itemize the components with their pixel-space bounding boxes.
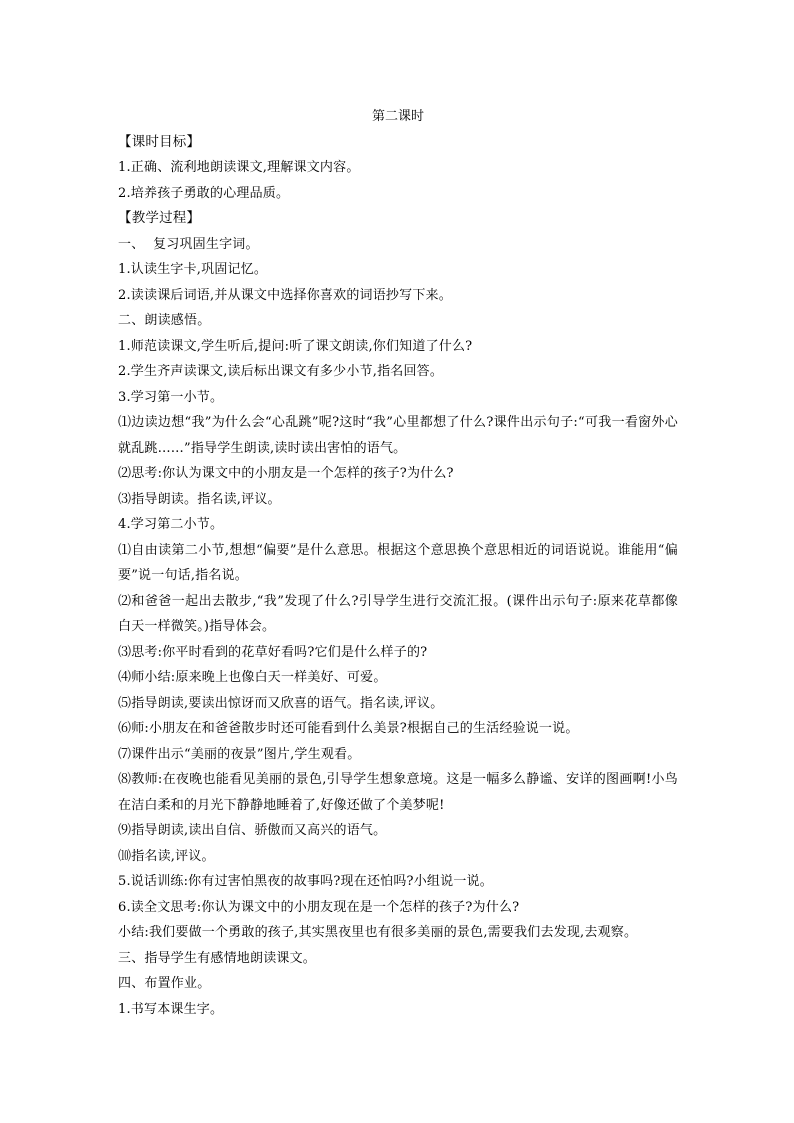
paragraph: 5.说话训练:你有过害怕黑夜的故事吗?现在还怕吗?小组说一说。 <box>118 874 493 889</box>
paragraph: 6.读全文思考:你认为课文中的小朋友现在是一个怎样的孩子?为什么? <box>118 899 520 915</box>
paragraph: ⑵思考:你认为课文中的小朋友是一个怎样的孩子?为什么? <box>118 466 454 481</box>
paragraph: 1.认读生字卡,巩固记忆。 <box>118 262 268 277</box>
paragraph: ⑻教师:在夜晚也能看见美丽的景色,引导学生想象意境。这是一幅多么静谧、安详的图画啊!小鸟在洁白柔和的月光下静静地睡着了,好像还做了个美梦呢! <box>118 772 678 813</box>
paragraph: 3.学习第一小节。 <box>118 389 224 405</box>
paragraph: 二、朗读感悟。 <box>118 313 211 328</box>
paragraph: 2.读读课后词语,并从课文中选择你喜欢的词语抄写下来。 <box>118 287 452 303</box>
paragraph: 2.培养孩子勇敢的心理品质。 <box>118 185 290 201</box>
paragraph: 4.学习第二小节。 <box>118 517 224 532</box>
paragraph: ⑼指导朗读,读出自信、骄傲而又高兴的语气。 <box>118 823 387 838</box>
paragraph: 1.师范读课文,学生听后,提问:听了课文朗读,你们知道了什么? <box>118 338 473 354</box>
paragraph: 三、指导学生有感情地朗读课文。 <box>118 950 317 966</box>
paragraph: ⑶思考:你平时看到的花草好看吗?它们是什么样子的? <box>118 644 428 660</box>
paragraph: 1.书写本课生字。 <box>118 1001 224 1017</box>
paragraph: ⑺课件出示“美丽的夜景”图片,学生观看。 <box>118 746 361 762</box>
section-heading-process: 【教学过程】 <box>118 210 201 226</box>
section-heading-objectives: 【课时目标】 <box>118 133 201 150</box>
paragraph: ⑹师:小朋友在和爸爸散步时还可能看到什么美景?根据自己的生活经验说一说。 <box>118 721 579 736</box>
paragraph: ⑽指名读,评议。 <box>118 848 215 864</box>
page-title: 第二课时 <box>371 109 424 124</box>
paragraph: ⑴自由读第二小节,想想“偏要”是什么意思。根据这个意思换个意思相近的词语说说。谁能用“偏要”说一句话,指名说。 <box>118 542 678 583</box>
paragraph: 一、 复习巩固生字词。 <box>118 236 259 252</box>
paragraph: 2.学生齐声读课文,读后标出课文有多少小节,指名回答。 <box>118 364 444 379</box>
paragraph: ⑵和爸爸一起出去散步,“我”发现了什么?引导学生进行交流汇报。(课件出示句子:原来花草都像白天一样微笑。)指导体会。 <box>118 593 678 634</box>
paragraph: ⑶指导朗读。指名读,评议。 <box>118 491 281 507</box>
paragraph: ⑸指导朗读,要读出惊讶而又欣喜的语气。指名读,评议。 <box>118 695 444 711</box>
paragraph: ⑴边读边想“我”为什么会“心乱跳”呢?这时“我”心里都想了什么?课件出示句子:“可我一看窗外心就乱跳……”指导学生朗读,读时读出害怕的语气。 <box>118 415 678 456</box>
paragraph: 小结:我们要做一个勇敢的孩子,其实黑夜里也有很多美丽的景色,需要我们去发现,去观察。 <box>118 925 638 940</box>
paragraph: 四、布置作业。 <box>118 976 211 991</box>
paragraph: 1.正确、流利地朗读课文,理解课文内容。 <box>118 160 360 175</box>
paragraph: ⑷师小结:原来晚上也像白天一样美好、可爱。 <box>118 670 387 685</box>
document-page <box>118 104 678 1022</box>
